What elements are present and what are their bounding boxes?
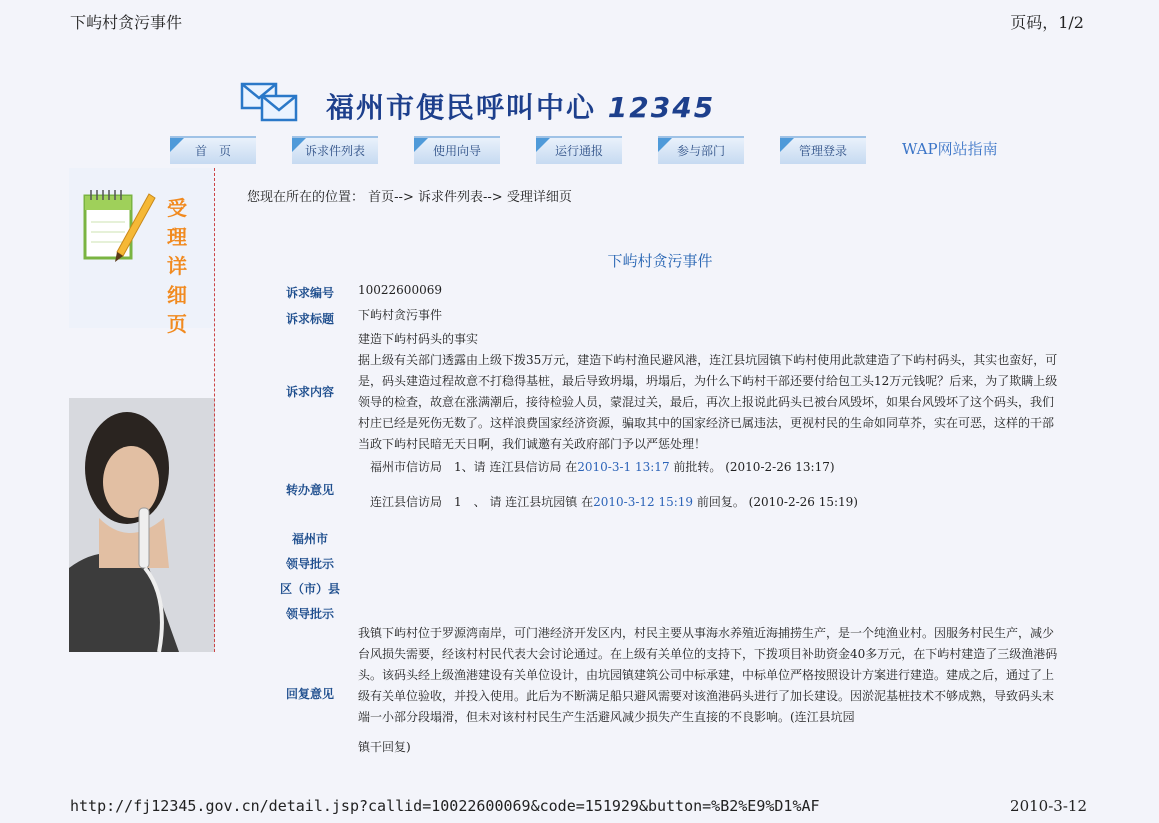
transfer-2-text: 连江县信访局 1 、 请 连江县坑园镇 在 <box>370 495 594 509</box>
label-city-leader-2: 领导批示 <box>285 557 334 571</box>
notebook-pencil-icon <box>79 182 159 272</box>
print-footer-url: http://fj12345.gov.cn/detail.jsp?callid=10022600069&code=151929&button=%B2%E9%D1%AF <box>70 797 820 815</box>
tab-operation-report[interactable]: 运行通报 <box>536 136 622 164</box>
envelope-logo-icon <box>240 80 300 124</box>
label-city-leader-1: 福州市 <box>291 532 328 546</box>
breadcrumb-home[interactable]: 首页--> <box>368 190 414 205</box>
operator-photo <box>69 398 215 652</box>
print-page-number: 页码，1/2 <box>1010 13 1084 32</box>
transfer-1-text: 福州市信访局 1、请 连江县信访局 在 <box>370 460 578 474</box>
sidebar-divider <box>214 168 215 652</box>
label-transfer-opinion: 转办意见 <box>285 483 334 497</box>
tab-departments[interactable]: 参与部门 <box>658 136 744 164</box>
transfer-1-deadline-link[interactable]: 2010-3-1 13:17 <box>577 460 670 474</box>
banner-title <box>326 86 715 126</box>
complaint-content <box>358 329 1058 455</box>
tab-complaint-list[interactable]: 诉求件列表 <box>292 136 378 164</box>
tab-home[interactable]: 首 页 <box>170 136 256 164</box>
complaint-id-value: 10022600069 <box>358 283 442 297</box>
tab-admin-login[interactable]: 管理登录 <box>780 136 866 164</box>
operator-with-headset-illustration <box>69 398 215 652</box>
complaint-content-body: 据上级有关部门透露由上级下拨35万元，建造下屿村渔民避风港，连江县坑园镇下屿村使用此款建造了下屿村码头，其实也蛮好，可是，码头建造过程故意不打稳得基桩，最后导致坍塌，坍塌后，为什么下屿村干部还要付给包工头12万元钱呢？后来，为了欺瞒上级领导的检查，故意在涨满潮后，接待检验人员，蒙混过关，最后，再次上报说此码头已被台风毁坏，如果台风毁坏了这个码头，我们村庄已经是死伤无数了。这样浪费国家经济资源，骗取其中的国家经济已属违法，更视村民的生命如同草芥，实在可恶，这样的干部当政下屿村民暗无天日啊，我们诚邀有关政府部门予以严惩处理！ <box>358 353 1058 451</box>
label-complaint-id: 诉求编号 <box>285 286 334 300</box>
breadcrumb <box>247 186 572 205</box>
breadcrumb-list[interactable]: 诉求件列表--> <box>417 190 503 205</box>
breadcrumb-current: 受理详细页 <box>506 190 572 205</box>
main-nav <box>170 136 1010 164</box>
print-header-title: 下屿村贪污事件 <box>70 13 183 32</box>
banner-hotline-number: 12345 <box>607 91 716 124</box>
sidebar-vertical-title: 受理详细页 <box>167 196 187 336</box>
label-complaint-content: 诉求内容 <box>285 385 334 399</box>
complaint-content-lead: 建造下屿村码头的事实 <box>358 332 479 346</box>
banner-title-text: 福州市便民呼叫中心 <box>326 91 597 124</box>
transfer-line-1 <box>370 457 835 478</box>
sidebar-title-card <box>69 168 215 336</box>
label-county-leader-2: 领导批示 <box>285 607 334 621</box>
reply-content-tail: 镇干回复) <box>358 740 411 754</box>
reply-content: 我镇下屿村位于罗源湾南岸，可门港经济开发区内，村民主要从事海水养殖近海捕捞生产，是一个纯渔业村。因服务村民生产，减少台风损失需要，经该村村民代表大会讨论通过。在上级有关单位的支持下，下拨项目补助资金40多万元，在下屿村建造了三级渔港码头。该码头经上级渔港建设有关单位设计，由坑园镇建筑公司中标承建，中标单位严格按照设计方案进行建造。建成之后，通过了上级有关单位验收，并投入使用。此后为不断满足船只避风需要对该渔港码头进行了加长建设。因淤泥基桩技术不够成熟，导致码头末端一小部分段塌滑，但未对该村村民生产生活避风减少损失产生直接的不良影响。(连江县坑园 <box>358 626 1058 724</box>
breadcrumb-prefix: 您现在所在的位置： <box>247 190 365 205</box>
transfer-2-deadline-link[interactable]: 2010-3-12 15:19 <box>593 495 694 509</box>
tab-user-guide[interactable]: 使用向导 <box>414 136 500 164</box>
label-reply-opinion: 回复意见 <box>285 687 334 701</box>
site-banner <box>240 80 740 130</box>
complaint-subject-value: 下屿村贪污事件 <box>358 308 443 322</box>
transfer-1-tail: 前批转。 (2010-2-26 13:17) <box>669 460 835 474</box>
page-title: 下屿村贪污事件 <box>607 252 713 270</box>
label-complaint-subject: 诉求标题 <box>285 312 334 326</box>
transfer-2-tail: 前回复。 (2010-2-26 15:19) <box>693 495 858 509</box>
wap-guide-link[interactable]: WAP网站指南 <box>902 140 998 158</box>
print-footer-date: 2010-3-12 <box>1010 797 1087 815</box>
transfer-line-2 <box>370 492 858 513</box>
label-county-leader-1: 区（市）县 <box>279 582 340 596</box>
